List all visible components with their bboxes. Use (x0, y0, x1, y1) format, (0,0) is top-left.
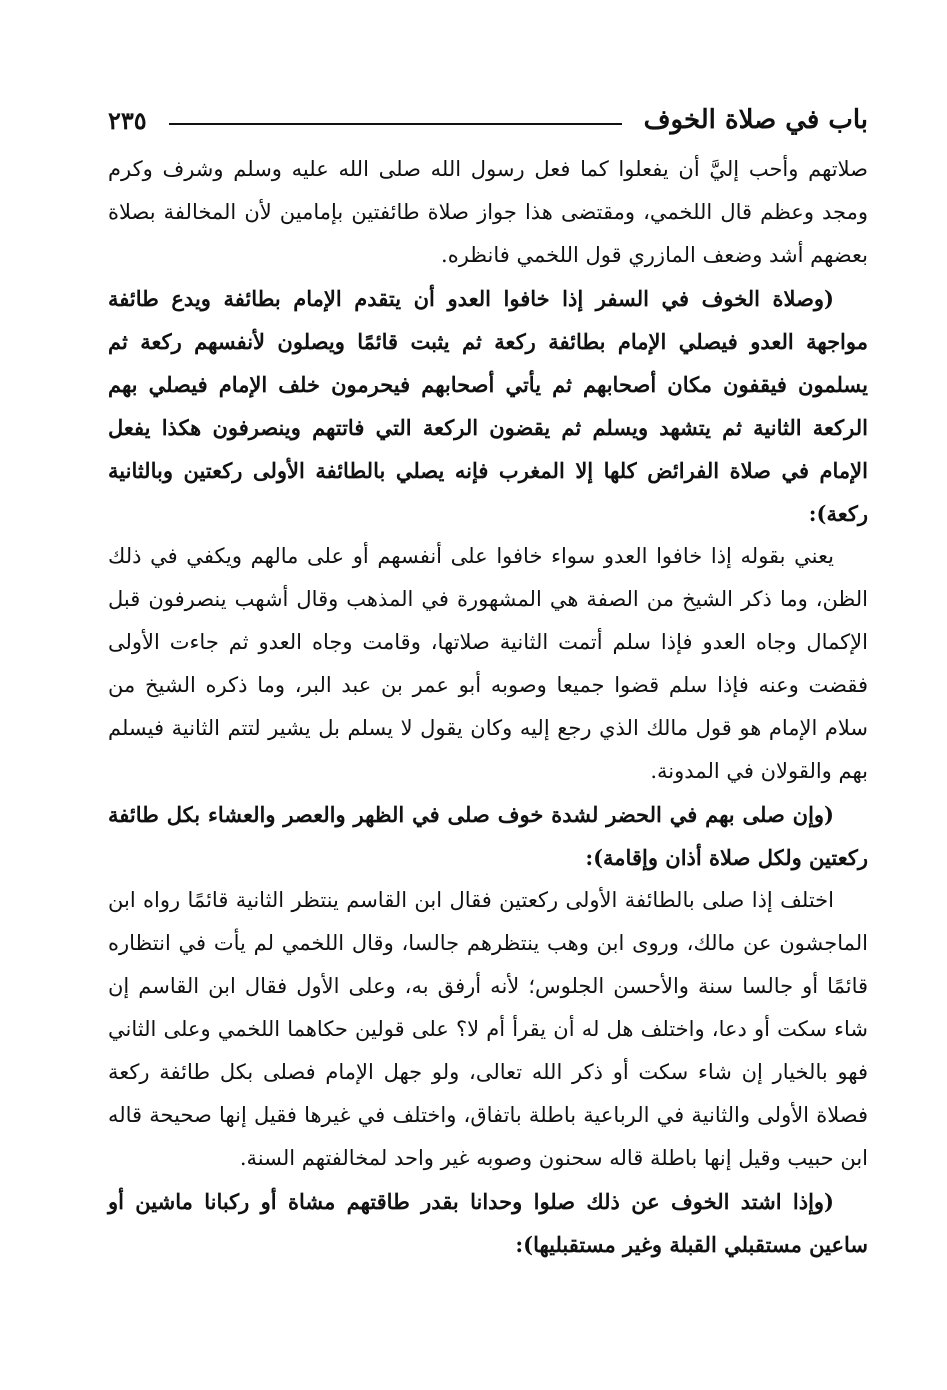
matn-paragraph: (وإذا اشتد الخوف عن ذلك صلوا وحدانا بقدر طاقتهم مشاة أو ركبانا ماشين أو ساعين مستقبلي القبلة وغير مستقبليها): (108, 1189, 868, 1257)
commentary-paragraph: اختلف إذا صلى بالطائفة الأولى ركعتين فقال ابن القاسم ينتظر الثانية قائمًا رواه ابن الماجشون عن مالك، وروى ابن وهب ينتظرهم جالسا، وقال اللخمي لم يأت في انتظاره قائمًا أو جالسا سنة والأحسن الجلوس؛ لأنه أرفق به، وعلى الأول فقال ابن القاسم إن شاء سكت أو دعا، واختلف هل له أن يقرأ أم لا؟ على قولين حكاهما اللخمي وعلى الثاني فهو بالخيار إن شاء سكت أو ذكر الله تعالى، ولو جهل الإمام فصلى بكل طائفة ركعة فصلاة الأولى والثانية في الرباعية باطلة باتفاق، واختلف في غيرها فقيل إنها صحيحة قاله ابن حبيب وقيل إنها باطلة قاله سحنون وصوبه غير واحد لمخالفتهم السنة. (108, 888, 868, 1170)
commentary-paragraph: صلاتهم وأحب إليَّ أن يفعلوا كما فعل رسول الله صلى الله عليه وسلم وشرف وكرم ومجد وعظم قال اللخمي، ومقتضى هذا جواز صلاة طائفتين بإمامين لأن المخالفة بصلاة بعضهم أشد وضعف المازري قول اللخمي فانظره. (108, 157, 868, 267)
page-number: ٢٣٥ (108, 105, 147, 135)
page-header (108, 100, 868, 140)
header-rule (169, 123, 622, 125)
body-text (108, 148, 868, 1266)
chapter-title: باب في صلاة الخوف (643, 105, 868, 135)
matn-paragraph: (وصلاة الخوف في السفر إذا خافوا العدو أن يتقدم الإمام بطائفة ويدع طائفة مواجهة العدو فيصلي الإمام بطائفة ركعة ثم يثبت قائمًا ويصلون لأنفسهم ركعة ثم يسلمون فيقفون مكان أصحابهم ثم يأتي أصحابهم فيحرمون خلف الإمام فيصلي بهم الركعة الثانية ثم يتشهد ويسلم ثم يقضون الركعة التي فاتتهم وينصرفون هكذا يفعل الإمام في صلاة الفرائض كلها إلا المغرب فإنه يصلي بالطائفة الأولى ركعتين وبالثانية ركعة): (108, 286, 868, 526)
matn-paragraph: (وإن صلى بهم في الحضر لشدة خوف صلى في الظهر والعصر والعشاء بكل طائفة ركعتين ولكل صلاة أذان وإقامة): (108, 802, 868, 870)
commentary-paragraph: يعني بقوله إذا خافوا العدو سواء خافوا على أنفسهم أو على مالهم ويكفي في ذلك الظن، وما ذكر الشيخ من الصفة هي المشهورة في المذهب وقال أشهب ينصرفون قبل الإكمال وجاه العدو فإذا سلم أتمت الثانية صلاتها، وقامت وجاه العدو ثم جاءت الأولى فقضت وعنه فإذا سلم قضوا جميعا وصوبه أبو عمر بن عبد البر، وما ذكره الشيخ من سلام الإمام هو قول مالك الذي رجع إليه وكان يقول لا يسلم بل يشير لتتم الثانية فيسلم بهم والقولان في المدونة. (108, 544, 868, 783)
